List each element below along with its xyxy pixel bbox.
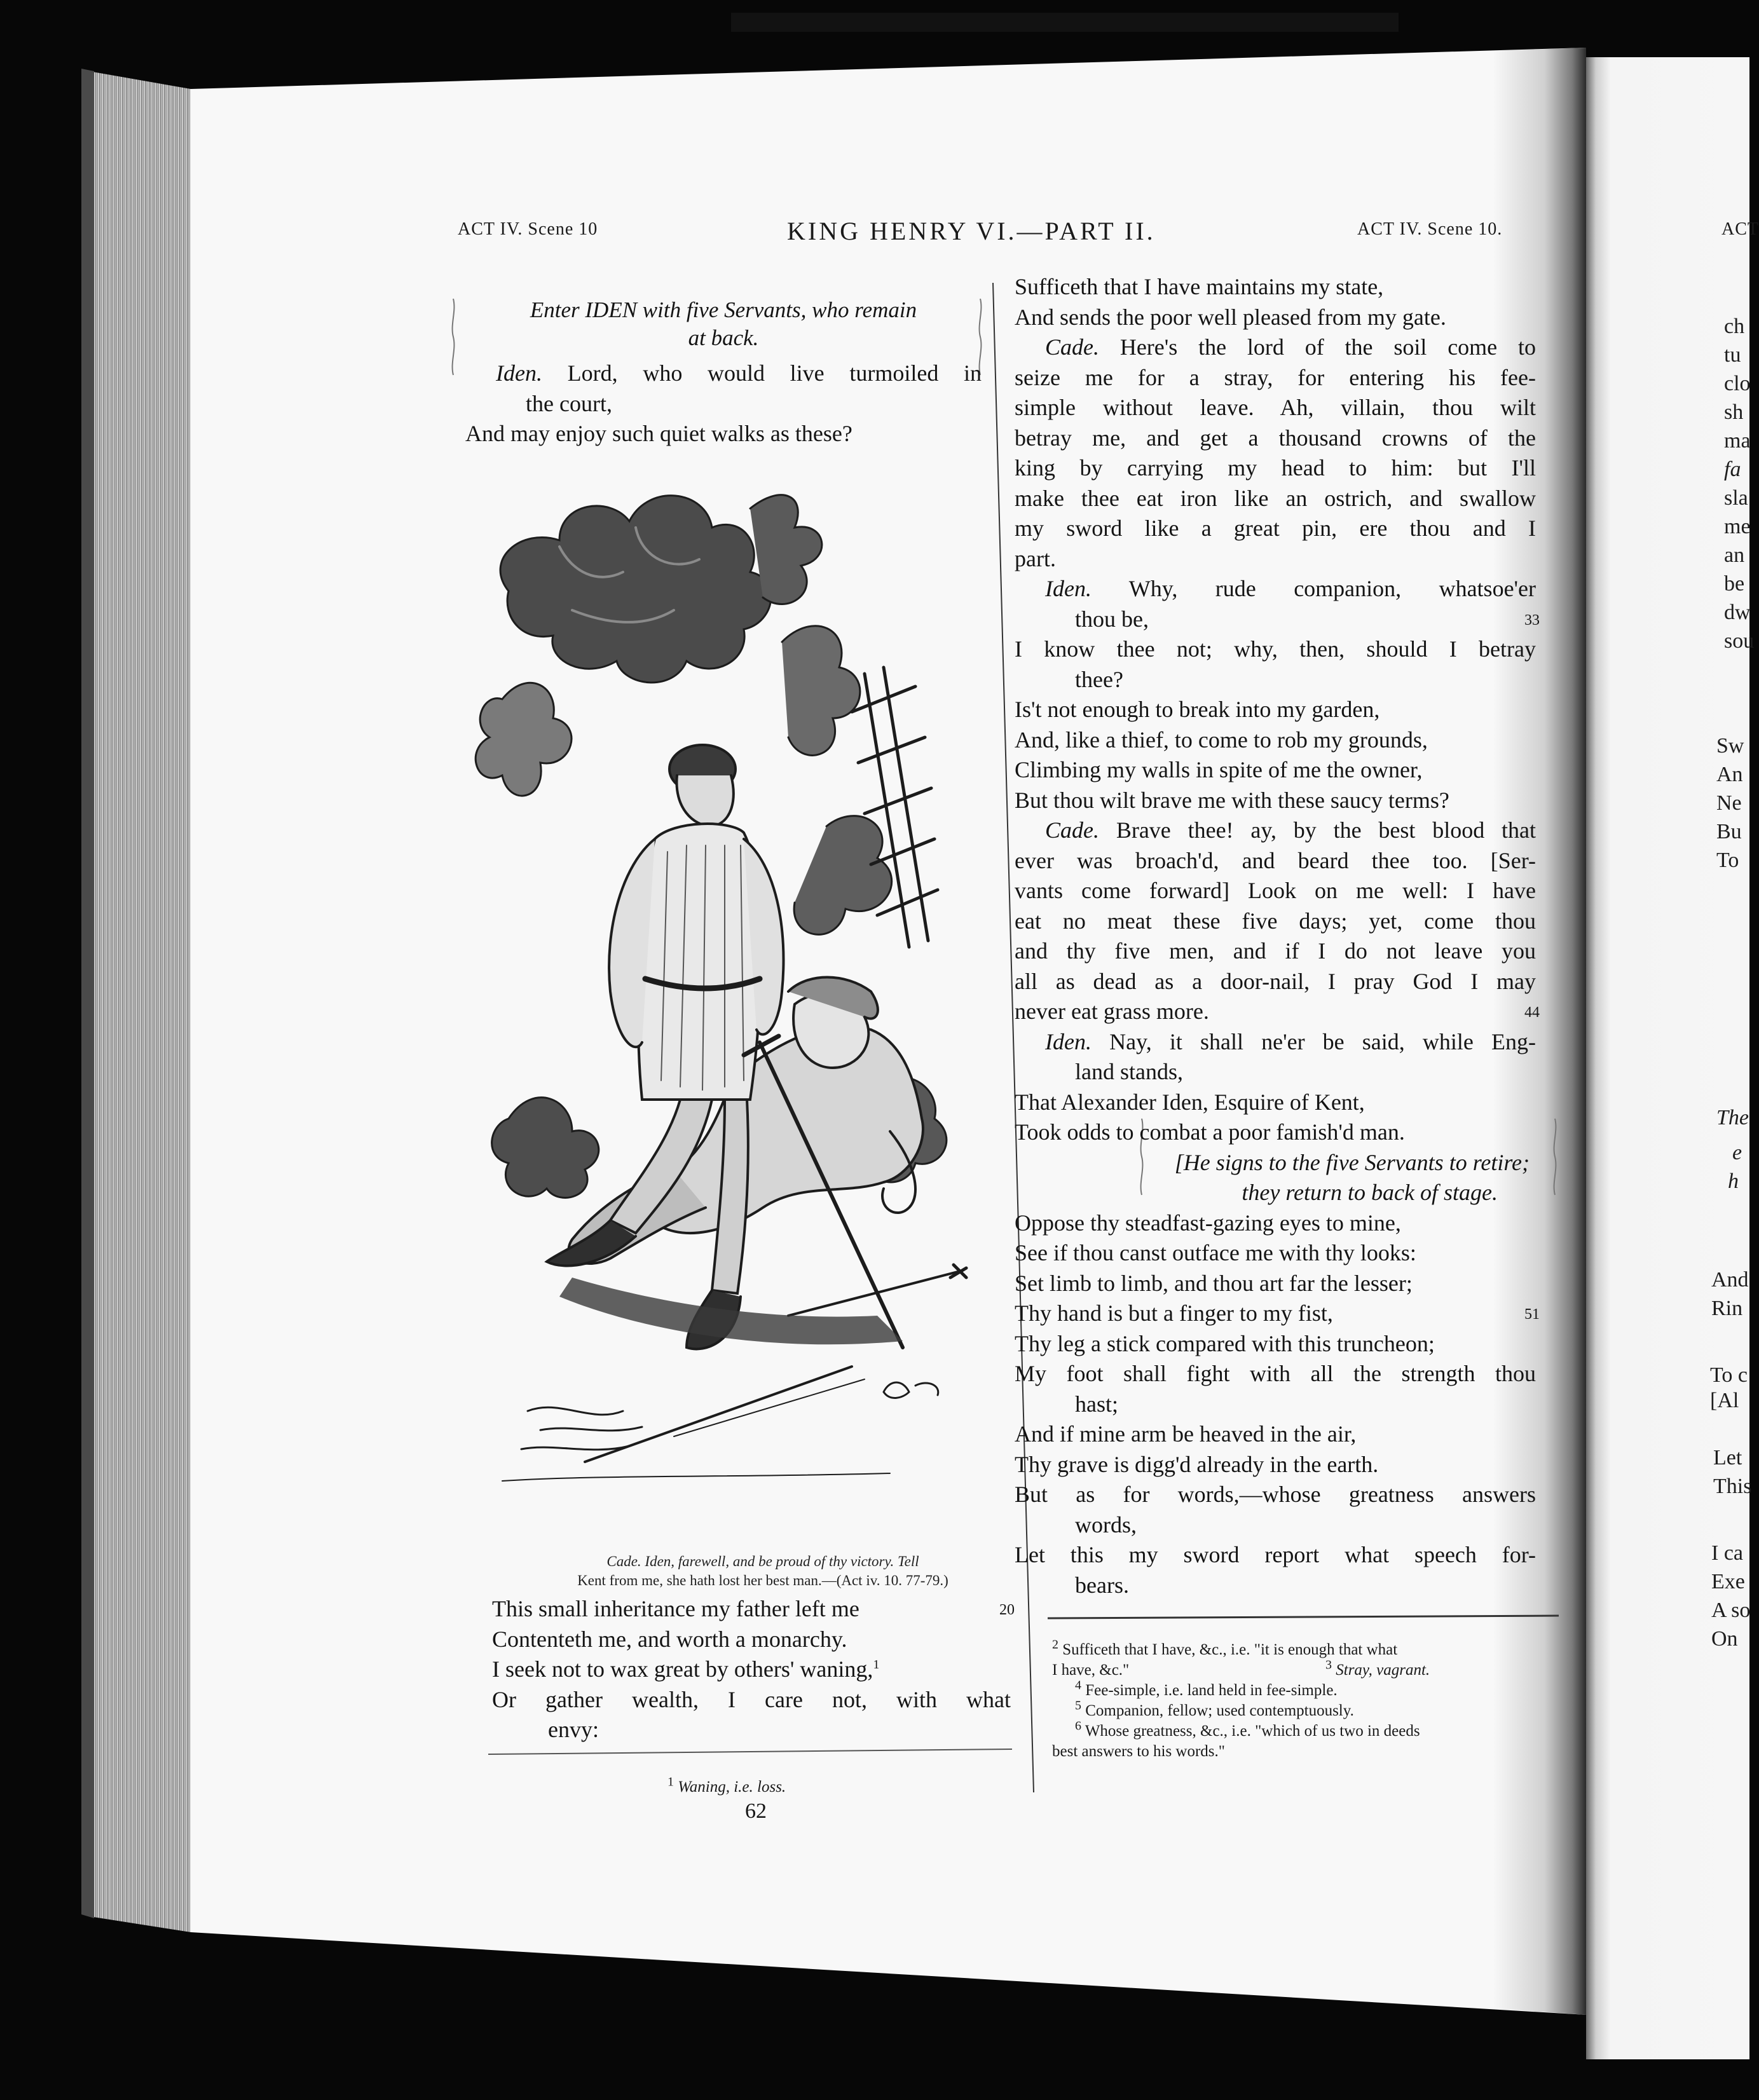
- neighbour-page-fragment: On: [1711, 1627, 1738, 1651]
- verse-line: [492, 1594, 1015, 1625]
- right-column: [1015, 272, 1540, 1600]
- neighbour-page-fragment: clo: [1724, 372, 1751, 395]
- prose-line: betray me, and get a thousand crowns of the: [1015, 425, 1536, 451]
- footnote-left: $^1$ Waning, i.e. loss.: [667, 1775, 786, 1796]
- speaker-name: Cade.: [1045, 334, 1099, 360]
- verse-line: I seek not to wax great by others' waning,$^1$: [492, 1656, 880, 1682]
- stage-direction-enter: [465, 296, 982, 352]
- verse-line: That Alexander Iden, Esquire of Kent,: [1015, 1089, 1365, 1115]
- verse-line: [1015, 1299, 1540, 1329]
- footnote-line: $^6$ Whose greatness, &c., i.e. "which of us two in deeds: [1075, 1719, 1420, 1740]
- verse-line: Is't not enough to break into my garden,: [1015, 697, 1380, 722]
- neighbour-page-fragment: I ca: [1711, 1541, 1744, 1565]
- page-number: 62: [745, 1799, 767, 1823]
- stage-direction-line: Enter IDEN with five Servants, who remain: [530, 297, 917, 322]
- footnote-line: $^4$ Fee-simple, i.e. land held in fee-simple.: [1075, 1678, 1338, 1699]
- neighbour-page-fragment: dw: [1724, 601, 1751, 624]
- neighbour-page-fragment: tu: [1724, 343, 1741, 367]
- neighbour-page-fragment: And: [1711, 1268, 1749, 1292]
- prose-line: and thy five men, and if I do not leave you: [1015, 938, 1536, 964]
- neighbour-page-fragment: [Al: [1710, 1389, 1739, 1412]
- speaker-name: Iden.: [1045, 1028, 1092, 1054]
- footnote-line: $^2$ Sufficeth that I have, &c., i.e. "it is enough that what: [1052, 1637, 1398, 1658]
- verse-line: Oppose thy steadfast-gazing eyes to mine,: [1015, 1210, 1401, 1236]
- speaker-name: Iden.: [1045, 576, 1092, 601]
- prose-line: vants come forward] Look on me well: I have: [1015, 878, 1536, 903]
- running-header-title: KING HENRY VI.—PART II.: [787, 217, 1156, 245]
- footnote-text: Companion, fellow; used contemptuously.: [1085, 1702, 1354, 1719]
- verse-line: I know thee not; why, then, should I betray: [1015, 636, 1536, 662]
- line-number: 20: [999, 1602, 1015, 1618]
- verse-text: thou be,: [1075, 606, 1149, 632]
- verse-line: envy:: [548, 1717, 599, 1742]
- neighbour-page-fragment: The: [1716, 1106, 1749, 1129]
- verse-text: This small inheritance my father left me: [492, 1596, 859, 1621]
- prose-line: seize me for a stray, for entering his fee-: [1015, 364, 1536, 390]
- verse-text: Lord, who would live turmoiled in: [567, 360, 982, 386]
- prose-line: my sword like a great pin, ere thou and I: [1015, 515, 1536, 541]
- neighbour-page-fragment: Ne: [1716, 791, 1742, 815]
- verse-line: But as for words,—whose greatness answers: [1015, 1482, 1536, 1507]
- illustration-caption: [515, 1552, 1011, 1590]
- verse-line: Thy grave is digg'd already in the earth.: [1015, 1451, 1379, 1477]
- prose-line: Cade. Brave thee! ay, by the best blood that: [1045, 817, 1536, 843]
- verse-line: And if mine arm be heaved in the air,: [1015, 1421, 1357, 1447]
- speech-line: [465, 358, 982, 389]
- neighbour-page-fragment: fa: [1724, 458, 1741, 481]
- verse-line: Climbing my walls in spite of me the owner,: [1015, 757, 1423, 782]
- running-header-right: ACT IV. Scene 10.: [1357, 219, 1503, 239]
- speaker-name: Cade.: [1045, 817, 1099, 843]
- neighbour-page-fragment: h: [1728, 1169, 1739, 1193]
- verse-text: I seek not to wax great by others' waning,: [492, 1656, 873, 1682]
- prose-line: make thee eat iron like an ostrich, and swallow: [1015, 485, 1536, 511]
- verse-line: Let this my sword report what speech for-: [1015, 1542, 1536, 1567]
- neighbour-page-fragment: sou: [1724, 629, 1755, 653]
- verse-line: Iden. Why, rude companion, whatsoe'er: [1045, 576, 1536, 601]
- verse-line: See if thou canst outface me with thy looks:: [1015, 1240, 1416, 1265]
- stage-direction-line: [He signs to the five Servants to retire;: [1174, 1149, 1530, 1175]
- neighbour-page-header: ACT: [1721, 219, 1759, 239]
- verse-line: hast;: [1075, 1391, 1118, 1417]
- verse-line: But thou wilt brave me with these saucy terms?: [1015, 787, 1449, 813]
- footnote-text: Stray, vagrant.: [1336, 1661, 1430, 1679]
- page-edges: [89, 71, 191, 1932]
- left-column-bottom: [492, 1594, 1015, 1745]
- neighbour-page-fragment: an: [1724, 543, 1745, 567]
- neighbour-page-fragment: This: [1713, 1475, 1752, 1498]
- verse-line: Took odds to combat a poor famish'd man.: [1015, 1119, 1405, 1145]
- neighbour-page-fragment: To: [1716, 849, 1739, 872]
- left-column-top: [465, 296, 982, 449]
- running-header-left: ACT IV. Scene 10: [458, 219, 598, 239]
- prose-line: king by carrying my head to him: but I'll: [1015, 455, 1536, 481]
- neighbour-page-fragment: sh: [1724, 400, 1744, 424]
- line-number: 51: [1524, 1306, 1540, 1323]
- verse-text: Sufficeth that I have maintains my state,: [1015, 274, 1384, 299]
- line-number: 44: [1524, 1004, 1540, 1021]
- caption-line: Cade. Iden, farewell, and be proud of thy victory. Tell: [606, 1553, 919, 1569]
- stage-direction-line: they return to back of stage.: [1242, 1180, 1498, 1205]
- footnote-text: I have, &c.": [1052, 1661, 1130, 1679]
- footnote-line: best answers to his words.": [1052, 1743, 1225, 1760]
- neighbour-page-fragment: e: [1732, 1141, 1742, 1164]
- stage-direction-line: at back.: [688, 325, 759, 350]
- footnote-text: Waning, i.e. loss.: [678, 1778, 786, 1796]
- footnote-text: Whose greatness, &c., i.e. "which of us two in deeds: [1085, 1722, 1420, 1740]
- verse-line: land stands,: [1075, 1059, 1183, 1084]
- speaker-iden: Iden.: [496, 360, 542, 386]
- neighbour-page-fragment: sla: [1724, 486, 1748, 510]
- prose-line: eat no meat these five days; yet, come thou: [1015, 908, 1536, 934]
- neighbour-page-fragment: ma: [1724, 429, 1751, 453]
- verse-line: [1015, 272, 1536, 303]
- neighbour-page-fragment: Sw: [1716, 734, 1744, 758]
- verse-line: Iden. Nay, it shall ne'er be said, while Eng-: [1045, 1028, 1536, 1054]
- prose-line: Cade. Here's the lord of the soil come to: [1045, 334, 1536, 360]
- verse-line: thee?: [1075, 666, 1123, 692]
- neighbour-page-fragment: Rin: [1711, 1297, 1743, 1320]
- neighbour-page-fragment: Bu: [1716, 820, 1742, 843]
- verse-line: Thy leg a stick compared with this truncheon;: [1015, 1330, 1435, 1356]
- neighbour-page-fragment: A so: [1711, 1599, 1751, 1622]
- prose-line: ever was broach'd, and beard thee too. [Ser-: [1015, 847, 1536, 873]
- neighbour-page-fragment: An: [1716, 763, 1743, 786]
- neighbour-page-fragment: Let: [1713, 1446, 1742, 1469]
- neighbour-page-fragment: me: [1724, 515, 1751, 538]
- footnote-text: Fee-simple, i.e. land held in fee-simple.: [1085, 1682, 1338, 1699]
- neighbour-page-fragment: To c: [1710, 1363, 1748, 1387]
- verse-line: My foot shall fight with all the strength thou: [1015, 1361, 1536, 1386]
- verse-line: words,: [1075, 1511, 1137, 1538]
- prose-line: [1015, 997, 1540, 1027]
- neighbour-page-fragment: ch: [1724, 315, 1745, 338]
- verse-text: Thy hand is but a finger to my fist,: [1015, 1300, 1333, 1326]
- prose-line: part.: [1015, 545, 1056, 571]
- verse-line: Set limb to limb, and thou art far the lesser;: [1015, 1270, 1413, 1296]
- footnote-text: Sufficeth that I have, &c., i.e. "it is enough that what: [1062, 1641, 1398, 1658]
- footnotes-right: [1052, 1637, 1561, 1762]
- verse-line: [1015, 604, 1540, 635]
- speech-line: the court,: [526, 390, 612, 416]
- verse-line: Or gather wealth, I care not, with what: [492, 1686, 1011, 1712]
- verse-line: And, like a thief, to come to rob my grounds,: [1015, 726, 1428, 753]
- verse-line: And sends the poor well pleased from my gate.: [1015, 304, 1446, 330]
- line-number: 33: [1524, 611, 1540, 629]
- speech-line: And may enjoy such quiet walks as these?: [465, 421, 852, 446]
- neighbour-page-fragment: be: [1724, 572, 1745, 596]
- verse-line: bears.: [1075, 1572, 1129, 1598]
- prose-line: all as dead as a door-nail, I pray God I may: [1015, 968, 1536, 994]
- footnote-line: I have, &c." $^3$ Stray, vagrant.: [1052, 1658, 1430, 1679]
- caption-line: Kent from me, she hath lost her best man.—(Act iv. 10. 77-79.): [577, 1572, 948, 1588]
- prose-line: simple without leave. Ah, villain, thou wilt: [1015, 395, 1536, 420]
- footnote-line: $^5$ Companion, fellow; used contemptuously.: [1075, 1698, 1354, 1719]
- neighbour-page-fragment: Exe: [1711, 1570, 1745, 1593]
- verse-line: Contenteth me, and worth a monarchy.: [492, 1626, 847, 1652]
- verse-text: never eat grass more.: [1015, 999, 1209, 1024]
